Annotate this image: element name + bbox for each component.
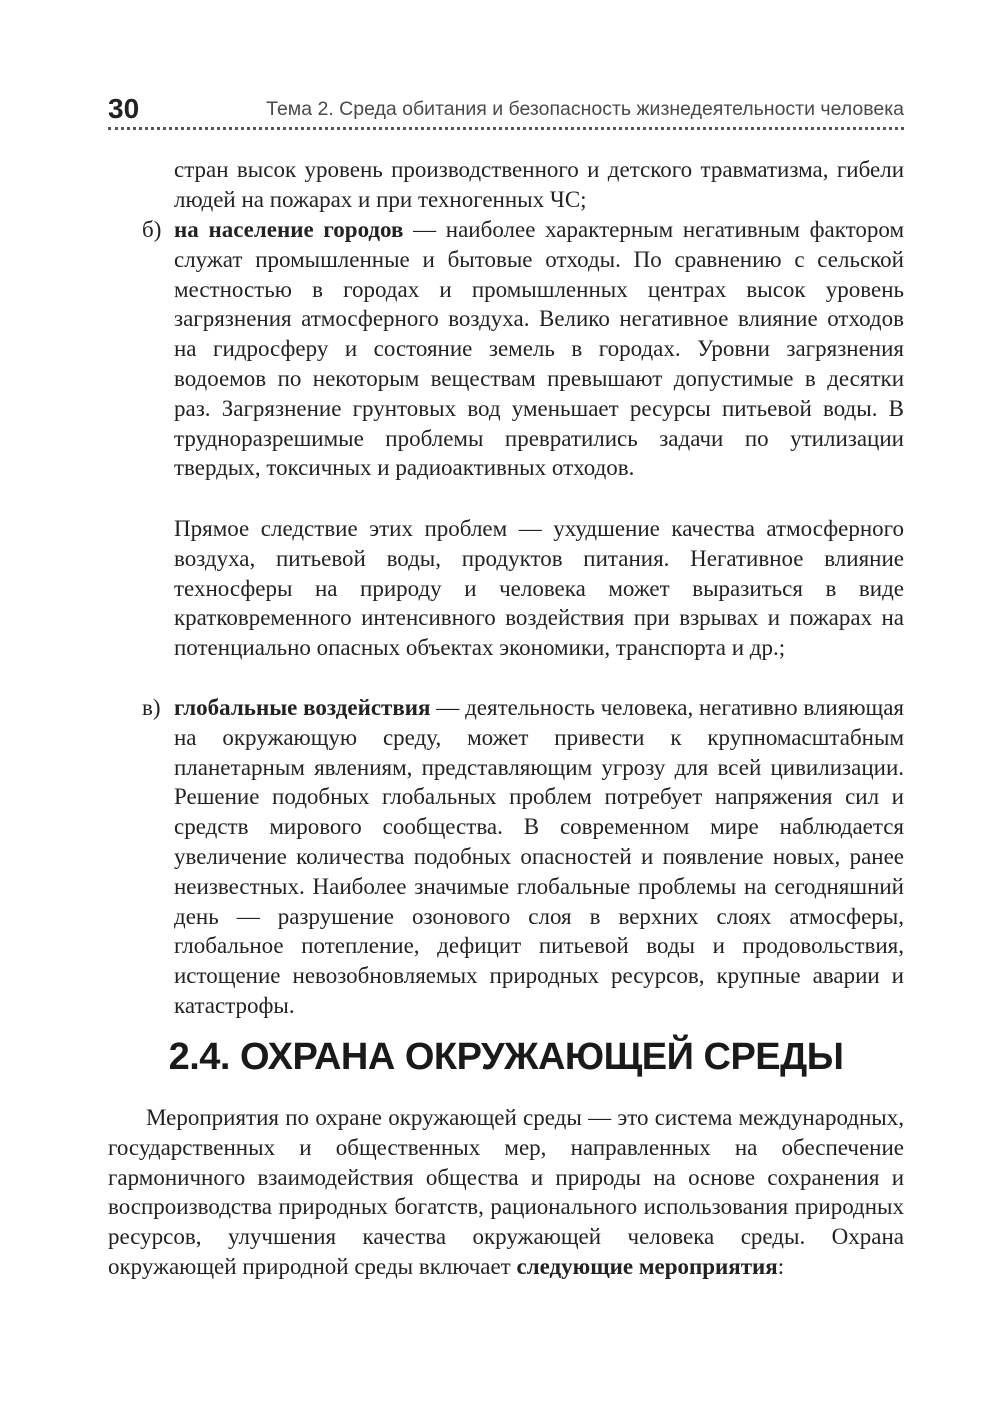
- list-marker-v: в): [142, 695, 161, 720]
- list-item-v-term: глобальные воздействия: [174, 695, 431, 720]
- continuation-paragraph: стран высок уровень производственного и детского травматизма, гибели людей на пожарах и при техногенных ЧС;: [174, 157, 904, 212]
- list-item-v-text: — деятельность человека, негативно влияющая на окружающую среду, может привести к крупномасштабным планетарным явлениям, представляющим угрозу для всей цивилизации. Решение подобных глобальных проблем потребует напряжения сил и средств мирового сообщества. В современном мире наблюдается увеличение количества подобных опасностей и появление новых, ранее неизвестных. Наиболее значимые глобальные проблемы на сегодняшний день — разрушение озонового слоя в верхних слоях атмосферы, глобальное потепление, дефицит питьевой воды и продовольствия, истощение невозобновляемых природных ресурсов, крупные аварии и катастрофы.: [174, 695, 904, 1018]
- list-item-v-body: [174, 693, 904, 1021]
- section-intro-paragraph: [108, 1103, 904, 1282]
- list-item-b-body: [174, 215, 904, 483]
- list-item-b-term: на население городов: [174, 217, 404, 242]
- section-intro-end: :: [777, 1253, 785, 1279]
- header-dotted-rule: [108, 127, 904, 130]
- section-heading: 2.4. ОХРАНА ОКРУЖАЮЩЕЙ СРЕДЫ: [168, 1036, 844, 1078]
- list-item-b-extra-paragraph: Прямое следствие этих проблем — ухудшение качества атмосферного воздуха, питьевой воды, продуктов питания. Негативное влияние техносферы на природу и человека может выразиться в виде кратковременного интенсивного воздействия при взрывах и пожарах на потенциально опасных объектах экономики, транспорта и др.;: [174, 516, 904, 661]
- section-intro-text: Мероприятия по охране окружающей среды — это система международных, государственных и общественных мер, направленных на обеспечение гармоничного взаимодействия общества и природы на основе сохранения и воспроизводства природных богатств, рационального использования природных ресурсов, улучшения качества окружающей человека среды. Охрана окружающей природной среды включает: [108, 1105, 904, 1279]
- page-number: 30: [108, 93, 140, 124]
- section-intro-bold: следующие мероприятия: [516, 1253, 778, 1279]
- running-title: Тема 2. Среда обитания и безопасность жизнедеятельности человека: [266, 98, 904, 120]
- list-marker-b: б): [142, 217, 162, 242]
- running-header: [108, 92, 904, 132]
- list-item-b-text: — наиболее характерным негативным фактором служат промышленные и бытовые отходы. По сравнению с сельской местностью в городах и промышленных центрах высок уровень загрязнения атмосферного воздуха. Велико негативное влияние отходов на гидросферу и состояние земель в городах. Уровни загрязнения водоемов по некоторым веществам превышают допустимые в десятки раз. Загрязнение грунтовых вод уменьшает ресурсы питьевой воды. В трудноразрешимые проблемы превратились задачи по утилизации твердых, токсичных и радиоактивных отходов.: [174, 217, 904, 481]
